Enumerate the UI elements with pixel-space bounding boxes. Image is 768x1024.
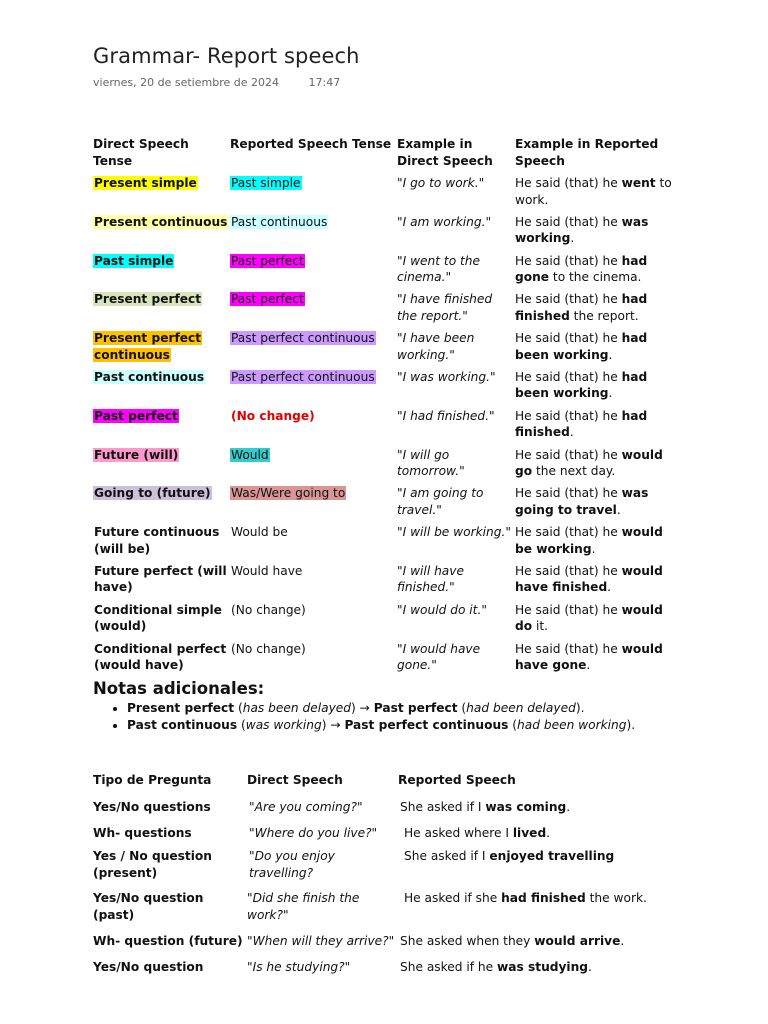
direct-tense-cell (93, 369, 230, 408)
note-fragment: ) → (351, 701, 374, 715)
reported-tense-cell (230, 641, 397, 680)
example-reported-rest: . (586, 658, 591, 673)
example-reported-verb: would go (515, 447, 663, 479)
direct-tense: Future continuous (will be) (94, 525, 220, 556)
example-reported-text: He said (that) he (515, 408, 622, 423)
example-direct: "I will be working." (397, 525, 512, 540)
question-type: Yes/No question (past) (93, 891, 204, 922)
direct-tense-cell (93, 408, 230, 447)
table-row (93, 641, 683, 680)
reported-tense-cell (230, 563, 397, 602)
direct-tense-cell (93, 524, 230, 563)
example-reported-cell (515, 253, 683, 292)
direct-tense-cell (93, 563, 230, 602)
example-reported-text: He said (that) he (515, 331, 622, 346)
col-header-direct-speech: Direct Speech (247, 773, 343, 787)
table-row (93, 291, 683, 330)
direct-tense-cell (93, 291, 230, 330)
question-reported-text: She asked if I (404, 849, 490, 863)
direct-tense: Present perfect (94, 292, 202, 307)
note-fragment: ). (626, 717, 636, 732)
reported-tense: Past perfect continuous (231, 331, 375, 346)
note-fragment: has been delayed (242, 701, 352, 715)
reported-tense: Would (231, 447, 269, 462)
example-direct: "I would have gone." (397, 641, 481, 673)
example-reported-verb: had been working (515, 331, 648, 362)
note-item (127, 700, 713, 717)
question-reported-rest: the work. (585, 891, 647, 905)
example-reported-text: He said (that) he (515, 602, 622, 617)
reported-tense-cell (230, 291, 397, 330)
note-fragment: Present perfect (127, 701, 235, 715)
question-type: Wh- questions (93, 826, 192, 840)
col-header-example-direct: Example in Direct Speech (397, 137, 493, 168)
reported-tense-cell (230, 330, 397, 369)
note-fragment: Past continuous (127, 717, 238, 732)
reported-tense-cell (230, 175, 397, 214)
example-reported-rest: . (607, 580, 612, 595)
col-header-question-type: Tipo de Pregunta (93, 773, 212, 787)
example-reported-verb: would have gone (515, 641, 663, 673)
example-reported-rest: . (608, 386, 613, 401)
question-reported-cell (398, 825, 693, 848)
note-fragment: ( (457, 701, 467, 715)
direct-tense-cell (93, 330, 230, 369)
example-direct: "I have finished the report." (397, 292, 493, 323)
notes-section (93, 679, 713, 733)
example-reported-cell (515, 602, 683, 641)
example-reported-cell (515, 563, 683, 602)
example-reported-rest: it. (532, 619, 549, 634)
example-reported-rest: . (591, 541, 596, 556)
note-fragment: ( (508, 717, 518, 732)
note-fragment: ) → (321, 717, 345, 732)
direct-tense-cell (93, 641, 230, 680)
question-reported-text: She asked if I (400, 800, 486, 814)
example-direct: "I have been working." (397, 331, 475, 362)
table-row (93, 175, 683, 214)
page-date: viernes, 20 de setiembre de 2024 (93, 76, 279, 89)
direct-tense: Present simple (94, 176, 197, 190)
example-reported-verb: had gone (515, 253, 648, 285)
question-reported-verb: lived (512, 826, 547, 840)
reported-tense: Was/Were going to (231, 486, 346, 501)
example-reported-verb: would be working (515, 525, 663, 556)
question-reported-cell (398, 848, 693, 890)
question-reported-verb: had finished (501, 891, 586, 905)
example-reported-cell (515, 408, 683, 447)
question-reported-cell (398, 799, 693, 825)
reported-tense: Would have (231, 563, 303, 578)
direct-tense-cell (93, 447, 230, 486)
question-reported-verb: was coming (485, 800, 567, 814)
example-reported-rest: . (570, 231, 575, 246)
question-reported-text: He asked if she (404, 891, 502, 905)
reported-tense: Past perfect (231, 292, 304, 307)
note-fragment: had been working (517, 717, 627, 732)
example-reported-cell (515, 524, 683, 563)
col-header-example-reported: Example in Reported Speech (515, 137, 659, 168)
example-reported-rest: to work. (515, 176, 672, 207)
example-reported-cell (515, 641, 683, 680)
direct-tense: Past continuous (94, 369, 205, 384)
question-reported-cell (398, 959, 693, 985)
question-reported-text: He asked where I (404, 826, 513, 840)
reported-tense: Past perfect (231, 253, 304, 268)
table-row (93, 933, 693, 959)
direct-tense-cell (93, 485, 230, 524)
note-fragment: was working (245, 717, 322, 732)
example-reported-verb: would have finished (515, 563, 663, 595)
page-header (93, 44, 693, 89)
tense-table-header (93, 136, 683, 175)
question-reported-rest: . (620, 934, 625, 948)
table-row (93, 959, 693, 985)
reported-tense: Past perfect continuous (231, 369, 375, 384)
notes-heading: Notas adicionales: (93, 679, 265, 698)
example-reported-rest: . (616, 502, 621, 517)
table-row (93, 563, 683, 602)
page-meta (93, 76, 693, 89)
example-reported-text: He said (that) he (515, 176, 622, 190)
notes-list (93, 700, 713, 733)
example-reported-text: He said (that) he (515, 292, 622, 307)
example-reported-verb: went (621, 176, 656, 190)
example-reported-verb: had finished (515, 408, 648, 440)
direct-tense: Present perfect continuous (94, 331, 202, 362)
example-reported-text: He said (that) he (515, 525, 622, 540)
note-fragment: ( (234, 701, 243, 715)
note-fragment: ). (575, 701, 585, 715)
table-row (93, 408, 683, 447)
tense-table (93, 136, 683, 679)
example-reported-rest: . (608, 347, 613, 362)
example-reported-rest: to the cinema. (549, 270, 642, 285)
direct-tense-cell (93, 175, 230, 214)
question-direct: "Is he studying?" (247, 960, 351, 974)
example-reported-text: He said (that) he (515, 214, 622, 229)
question-reported-rest: . (588, 960, 592, 974)
table-row (93, 799, 693, 825)
table-row (93, 825, 693, 848)
table-row (93, 485, 683, 524)
question-direct: "Are you coming?" (249, 800, 363, 814)
reported-tense-cell (230, 253, 397, 292)
table-row (93, 890, 693, 933)
question-reported-verb: enjoyed travelling (489, 849, 615, 863)
reported-tense: (No change) (231, 408, 315, 423)
page-time: 17:47 (308, 76, 341, 89)
example-reported-text: He said (that) he (515, 641, 622, 656)
example-reported-rest: the next day. (532, 464, 616, 479)
example-direct: "I am going to travel." (397, 486, 484, 517)
reported-tense-cell (230, 602, 397, 641)
note-fragment: Past perfect continuous (344, 717, 509, 732)
note-item (127, 717, 713, 734)
direct-tense: Going to (future) (94, 486, 211, 501)
example-direct: "I went to the cinema." (397, 253, 481, 285)
note-fragment: ( (237, 717, 246, 732)
question-type: Wh- question (future) (93, 934, 243, 948)
direct-tense-cell (93, 214, 230, 253)
reported-tense-cell (230, 214, 397, 253)
example-direct: "I was working." (397, 369, 496, 384)
question-type: Yes/No questions (93, 800, 211, 814)
page-title: Grammar- Report speech (93, 44, 360, 68)
example-reported-verb: was working (515, 214, 649, 246)
example-reported-text: He said (that) he (515, 253, 622, 268)
example-direct: "I had finished." (397, 408, 495, 423)
reported-tense-cell (230, 524, 397, 563)
table-row (93, 602, 683, 641)
example-reported-rest: . (569, 425, 574, 440)
col-header-reported-speech: Reported Speech (398, 773, 516, 787)
col-header-direct-tense: Direct Speech Tense (93, 137, 189, 168)
question-reported-text: She asked when they (400, 934, 535, 948)
question-reported-rest: . (546, 826, 551, 840)
table-row (93, 330, 683, 369)
example-reported-text: He said (that) he (515, 563, 622, 578)
example-reported-verb: had been working (515, 369, 648, 401)
example-reported-cell (515, 330, 683, 369)
question-reported-rest: . (566, 800, 571, 814)
question-reported-text: She asked if he (400, 960, 498, 974)
direct-tense: Future (will) (94, 447, 179, 462)
question-table-header (93, 772, 693, 799)
direct-tense: Conditional simple (would) (94, 602, 222, 634)
example-reported-cell (515, 214, 683, 253)
example-reported-cell (515, 447, 683, 486)
direct-tense: Present continuous (94, 214, 228, 229)
question-type: Yes / No question (present) (93, 849, 212, 880)
example-reported-verb: was going to travel (515, 486, 649, 517)
example-reported-text: He said (that) he (515, 486, 622, 501)
question-direct: "Do you enjoy travelling? (249, 849, 335, 880)
question-reported-verb: was studying (497, 960, 589, 974)
reported-tense: Would be (231, 525, 288, 540)
direct-tense: Past perfect (94, 408, 178, 423)
table-row (93, 524, 683, 563)
example-direct: "I go to work." (397, 176, 485, 190)
reported-tense: (No change) (231, 602, 306, 617)
example-direct: "I will go tomorrow." (397, 447, 465, 479)
direct-tense: Past simple (94, 253, 174, 268)
table-row (93, 369, 683, 408)
example-reported-verb: would do (515, 602, 663, 634)
reported-tense: (No change) (231, 641, 306, 656)
reported-tense: Past continuous (231, 214, 328, 229)
question-direct: "Where do you live?" (249, 826, 378, 840)
table-row (93, 253, 683, 292)
question-table (93, 772, 693, 985)
example-reported-rest: the report. (569, 308, 639, 323)
table-row (93, 214, 683, 253)
example-reported-cell (515, 369, 683, 408)
direct-tense: Future perfect (will have) (94, 563, 227, 595)
reported-tense: Past simple (231, 176, 301, 190)
direct-tense-cell (93, 602, 230, 641)
reported-tense-cell (230, 369, 397, 408)
example-reported-text: He said (that) he (515, 447, 622, 462)
col-header-reported-tense: Reported Speech Tense (230, 137, 392, 151)
reported-tense-cell (230, 485, 397, 524)
example-direct: "I would do it." (397, 602, 487, 617)
table-row (93, 447, 683, 486)
example-reported-cell (515, 291, 683, 330)
question-type: Yes/No question (93, 960, 204, 974)
example-direct: "I am working." (397, 214, 492, 229)
table-row (93, 848, 693, 890)
example-direct: "I will have finished." (397, 563, 464, 595)
reported-tense-cell (230, 447, 397, 486)
question-reported-verb: would arrive (534, 934, 621, 948)
example-reported-verb: had finished (515, 292, 648, 323)
question-reported-cell (398, 933, 693, 959)
note-fragment: Past perfect (373, 701, 458, 715)
example-reported-cell (515, 175, 683, 214)
question-direct: "When will they arrive?" (247, 934, 395, 948)
question-direct: "Did she finish the work?" (247, 891, 360, 922)
example-reported-text: He said (that) he (515, 369, 622, 384)
reported-tense-cell (230, 408, 397, 447)
example-reported-cell (515, 485, 683, 524)
direct-tense-cell (93, 253, 230, 292)
note-fragment: had been delayed (466, 701, 576, 715)
question-reported-cell (398, 890, 693, 933)
direct-tense: Conditional perfect (would have) (94, 641, 227, 673)
